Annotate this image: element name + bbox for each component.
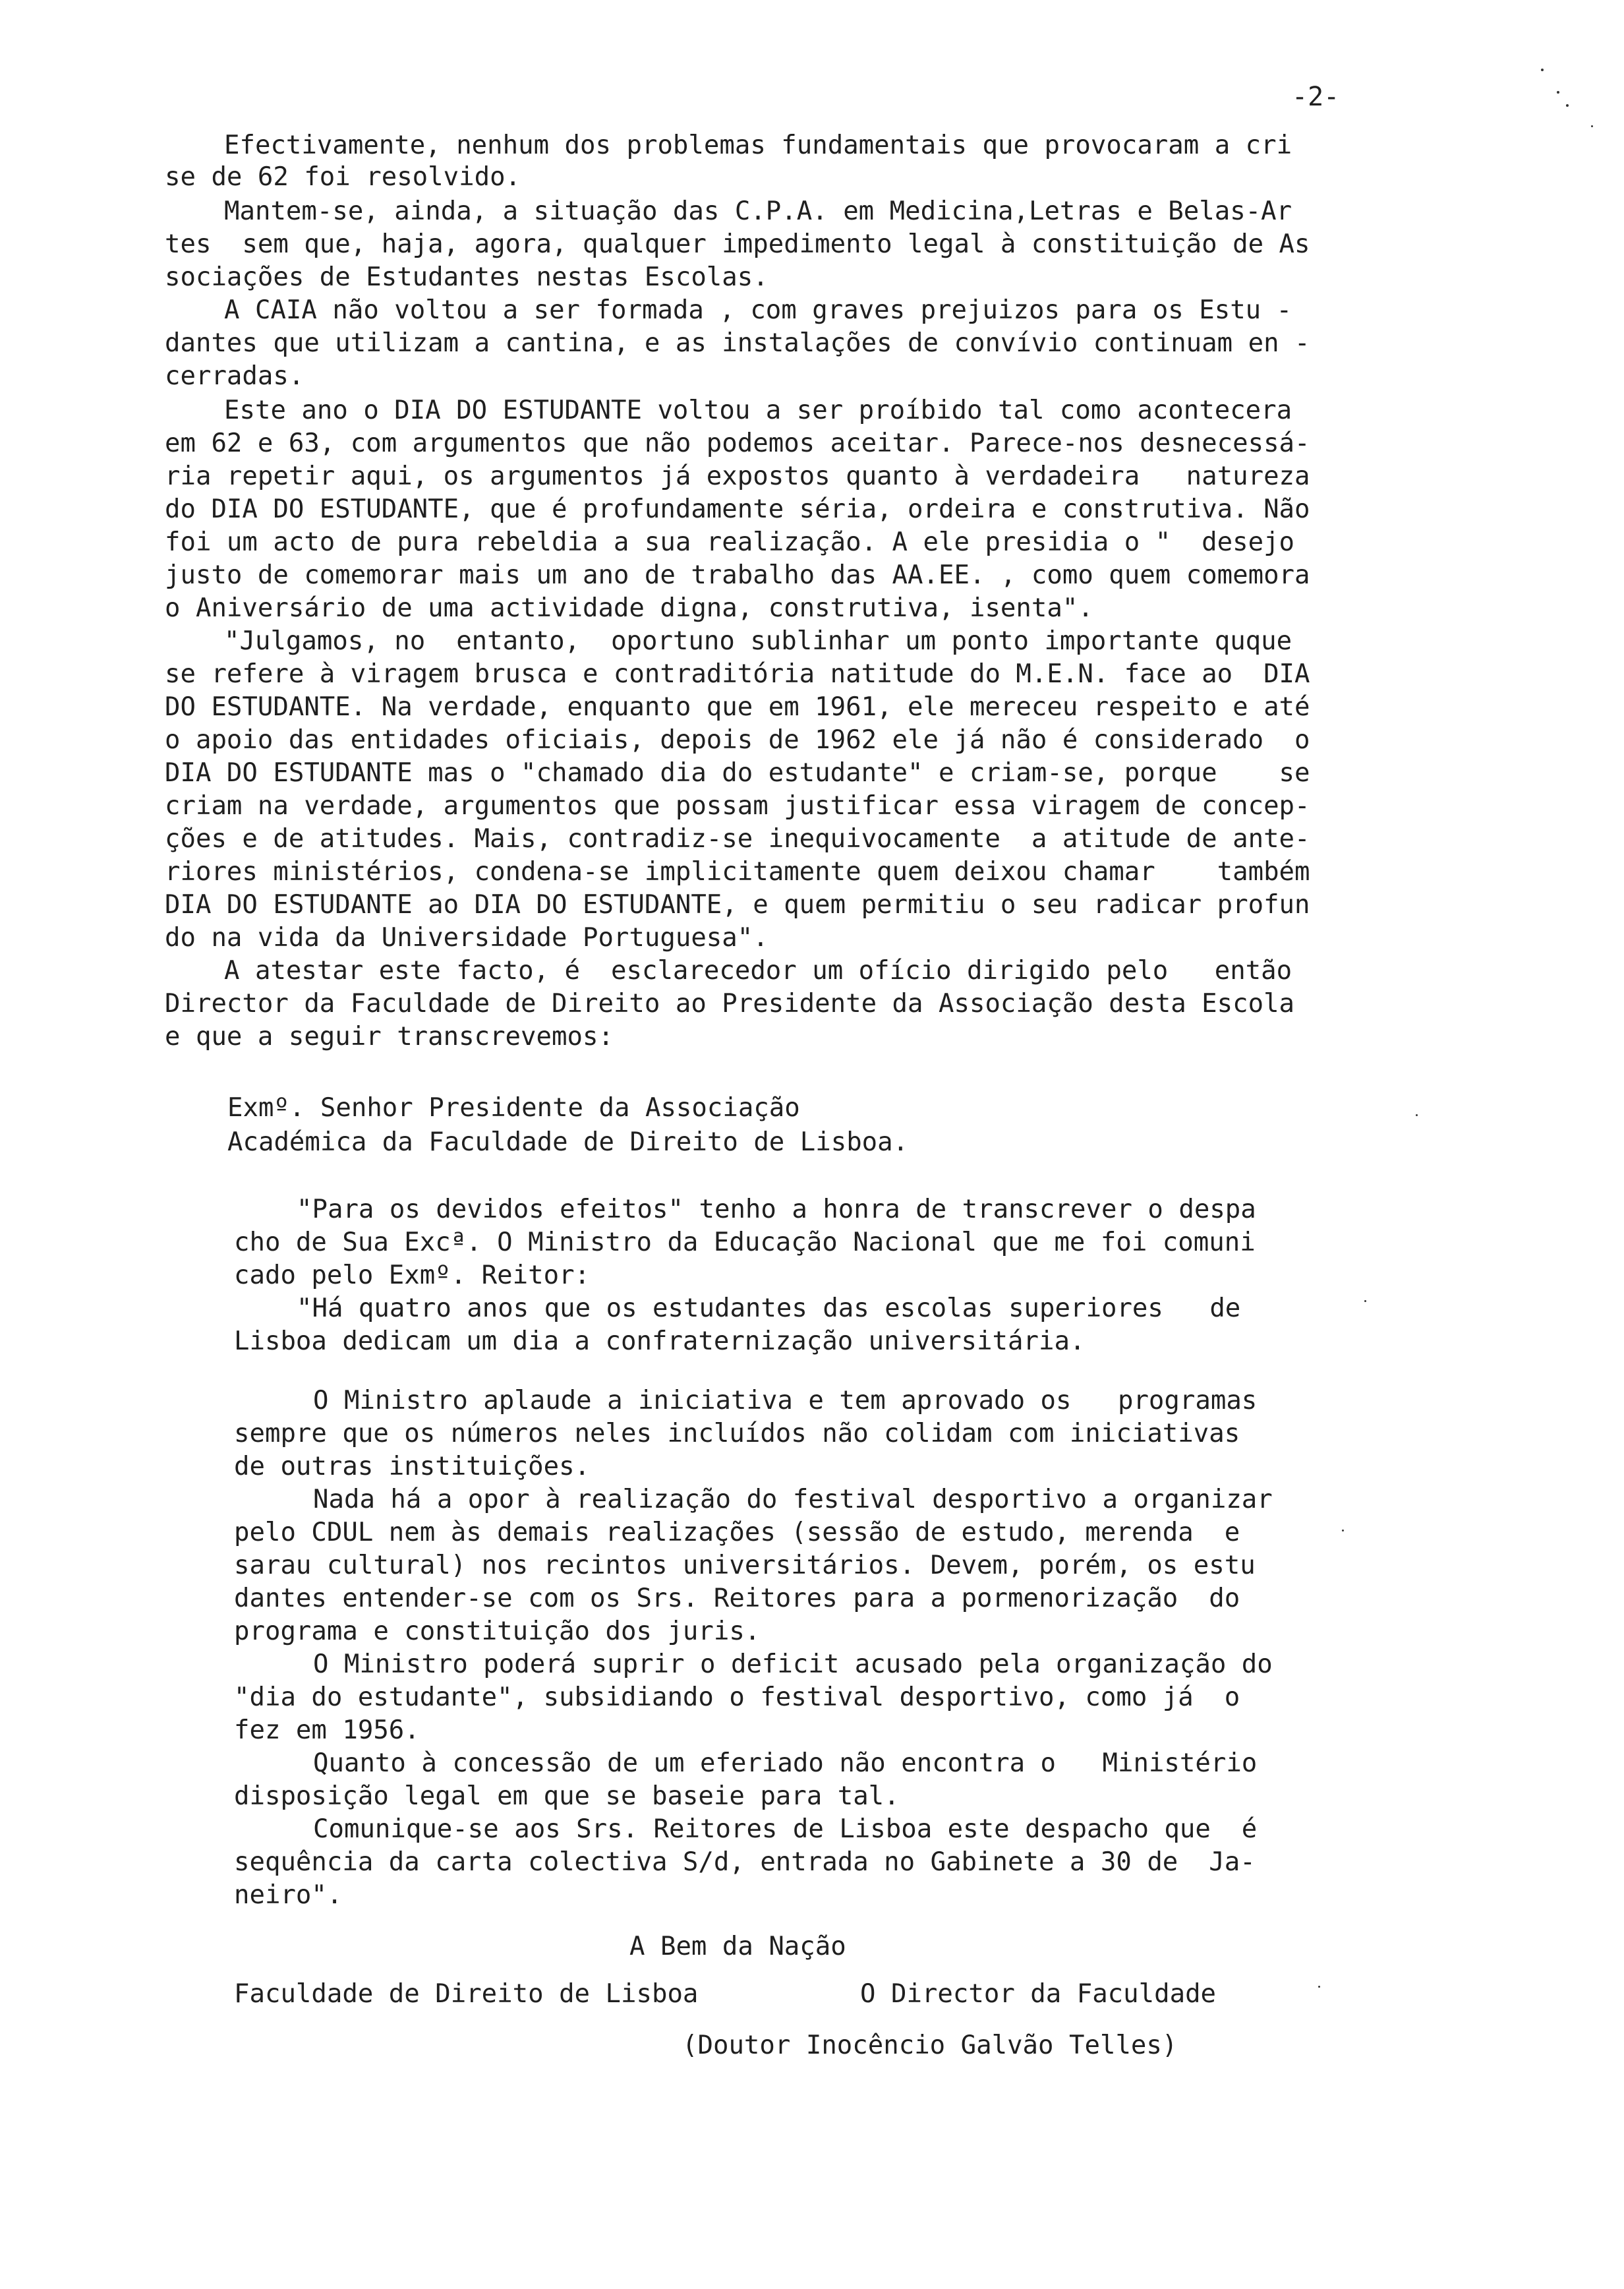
body-line: A CAIA não voltou a ser formada , com graves prejuizos para os Estu - [224,295,1292,325]
scan-speck [1416,1114,1418,1116]
letter-line: sequência da carta colectiva S/d, entrada no Gabinete a 30 de Ja- [234,1847,1256,1877]
body-line: tes sem que, haja, agora, qualquer impedimento legal à constituição de As [165,229,1310,259]
body-line: Director da Faculdade de Direito ao Presidente da Associação desta Escola [165,989,1295,1019]
scan-speck [1566,104,1569,107]
body-line: ções e de atitudes. Mais, contradiz-se inequivocamente a atitude de ante- [165,824,1310,854]
body-line: do na vida da Universidade Portuguesa". [165,923,768,953]
letter-line: cado pelo Exmº. Reitor: [234,1261,591,1290]
body-line: Mantem-se, ainda, a situação das C.P.A. em Medicina,Letras e Belas-Ar [224,196,1292,226]
signatory-title: O Director da Faculdade [860,1979,1217,2009]
letter-line: O Ministro aplaude a iniciativa e tem aprovado os programas [313,1386,1258,1415]
body-line: riores ministérios, condena-se implicitamente quem deixou chamar também [165,857,1310,887]
address-line: Exmº. Senhor Presidente da Associação [227,1093,800,1123]
body-line: DO ESTUDANTE. Na verdade, enquanto que em 1961, ele mereceu respeito e até [165,692,1310,722]
body-line: se de 62 foi resolvido. [165,162,521,192]
scan-speck [1342,1530,1344,1531]
body-line: ria repetir aqui, os argumentos já expostos quanto à verdadeira natureza [165,461,1310,491]
body-line: sociações de Estudantes nestas Escolas. [165,262,768,292]
letter-line: "Para os devidos efeitos" tenho a honra de transcrever o despa [297,1195,1256,1224]
closing-institution: Faculdade de Direito de Lisboa [234,1979,699,2009]
page-number: -2- [1292,82,1340,112]
scan-speck [1364,1300,1366,1302]
letter-line: neiro". [234,1880,343,1910]
body-line: Este ano o DIA DO ESTUDANTE voltou a ser proíbido tal como acontecera [224,396,1292,425]
letter-line: O Ministro poderá suprir o deficit acusado pela organização do [313,1650,1273,1679]
letter-line: Nada há a opor à realização do festival desportivo a organizar [313,1485,1273,1514]
closing-salutation: A Bem da Nação [629,1932,846,1961]
body-line: e que a seguir transcrevemos: [165,1022,614,1052]
letter-line: pelo CDUL nem às demais realizações (sessão de estudo, merenda e [234,1518,1240,1547]
scan-speck [1541,69,1544,71]
scan-speck [1318,1986,1320,1988]
body-line: DIA DO ESTUDANTE ao DIA DO ESTUDANTE, e quem permitiu o seu radicar profun [165,890,1310,920]
body-line: o Aniversário de uma actividade digna, construtiva, isenta". [165,593,1093,623]
address-line: Académica da Faculdade de Direito de Lisboa. [227,1127,909,1157]
letter-line: "dia do estudante", subsidiando o festival desportivo, como já o [234,1682,1240,1712]
scan-speck [1591,125,1593,127]
letter-line: disposição legal em que se baseie para tal. [234,1781,900,1811]
scan-speck [1557,91,1559,94]
letter-line: Quanto à concessão de um eferiado não encontra o Ministério [313,1748,1258,1778]
body-line: dantes que utilizam a cantina, e as instalações de convívio continuam en - [165,328,1310,358]
letter-line: de outras instituições. [234,1452,591,1481]
letter-line: fez em 1956. [234,1715,420,1745]
body-line: cerradas. [165,361,304,391]
letter-line: cho de Sua Excª. O Ministro da Educação Nacional que me foi comuni [234,1228,1256,1257]
body-line: foi um acto de pura rebeldia a sua realização. A ele presidia o " desejo [165,527,1295,557]
letter-line: sempre que os números neles incluídos não colidam com iniciativas [234,1419,1240,1448]
letter-line: Lisboa dedicam um dia a confraternização universitária. [234,1326,1086,1356]
body-line: se refere à viragem brusca e contraditória natitude do M.E.N. face ao DIA [165,659,1310,689]
body-line: em 62 e 63, com argumentos que não podemos aceitar. Parece-nos desnecessá- [165,429,1310,458]
body-line: justo de comemorar mais um ano de trabalho das AA.EE. , como quem comemora [165,560,1310,590]
letter-line: Comunique-se aos Srs. Reitores de Lisboa este despacho que é [313,1814,1258,1844]
body-line: Efectivamente, nenhum dos problemas fundamentais que provocaram a cri [224,131,1292,160]
letter-line: programa e constituição dos juris. [234,1617,761,1646]
letter-line: dantes entender-se com os Srs. Reitores para a pormenorização do [234,1584,1240,1613]
body-line: "Julgamos, no entanto, oportuno sublinhar um ponto importante quque [224,626,1292,656]
body-line: criam na verdade, argumentos que possam justificar essa viragem de concep- [165,791,1310,821]
letter-line: "Há quatro anos que os estudantes das escolas superiores de [297,1293,1241,1323]
signatory-name: (Doutor Inocêncio Galvão Telles) [682,2031,1178,2060]
letter-line: sarau cultural) nos recintos universitários. Devem, porém, os estu [234,1551,1256,1580]
body-line: DIA DO ESTUDANTE mas o "chamado dia do estudante" e criam-se, porque se [165,758,1310,788]
body-line: A atestar este facto, é esclarecedor um ofício dirigido pelo então [224,956,1292,986]
body-line: o apoio das entidades oficiais, depois de 1962 ele já não é considerado o [165,725,1310,755]
body-line: do DIA DO ESTUDANTE, que é profundamente séria, ordeira e construtiva. Não [165,494,1310,524]
